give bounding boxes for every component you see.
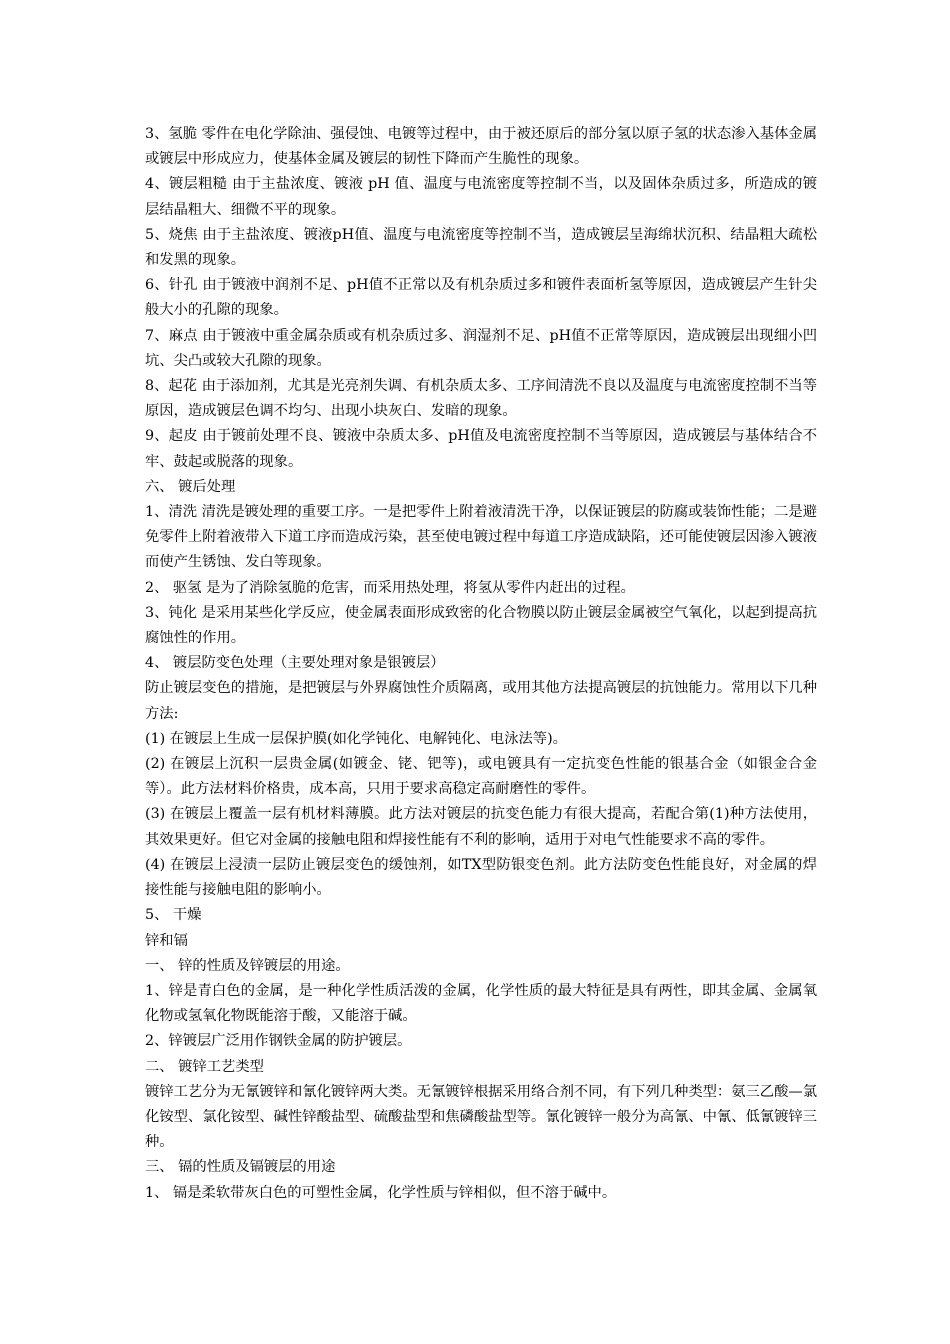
heading-drying: 5、 干燥 bbox=[145, 907, 202, 924]
document-body bbox=[145, 122, 817, 1206]
paragraph-zinc-properties: 1、锌是青白色的金属，是一种化学性质活泼的金属，化学性质的最大特征是具有两性，即其金属、金属氧化物或氢氧化物既能溶于酸，又能溶于碱。 bbox=[145, 982, 817, 1025]
heading-anti-tarnish: 4、 镀层防变色处理（主要处理对象是银镀层） bbox=[145, 655, 445, 672]
heading-cadmium-properties: 三、 镉的性质及镉镀层的用途 bbox=[145, 1159, 336, 1176]
paragraph-cleaning: 1、清洗 清洗是镀处理的重要工序。一是把零件上附着液清洗干净，以保证镀层的防腐或装饰性能；二是避免零件上附着液带入下道工序而造成污染，甚至使电镀过程中每道工序造成缺陷，还可能使镀层因渗入镀液而使产生锈蚀、发白等现象。 bbox=[145, 504, 817, 571]
paragraph-burning: 5、烧焦 由于主盐浓度、镀液pH值、温度与电流密度等控制不当，造成镀层呈海绵状沉积、结晶粗大疏松和发黑的现象。 bbox=[145, 226, 817, 269]
heading-zinc-plating-types: 二、 镀锌工艺类型 bbox=[145, 1058, 264, 1075]
paragraph-pinholes: 6、针孔 由于镀液中润剂不足、pH值不正常以及有机杂质过多和镀件表面析氢等原因，造成镀层产生针尖般大小的孔隙的现象。 bbox=[145, 277, 817, 319]
paragraph-zinc-uses: 2、锌镀层广泛用作钢铁金属的防护镀层。 bbox=[145, 1033, 412, 1050]
list-item-method-3: (3) 在镀层上覆盖一层有机材料薄膜。此方法对镀层的抗变色能力有很大提高，若配合第(1)种方法使用，其效果更好。但它对金属的接触电阻和焊接性能有不利的影响，适用于对电气性能要求不高的零件。 bbox=[145, 806, 817, 848]
paragraph-flowering: 8、起花 由于添加剂，尤其是光亮剂失调、有机杂质太多、工序间清洗不良以及温度与电流密度控制不当等原因，造成镀层色调不均匀、出现小块灰白、发暗的现象。 bbox=[145, 378, 817, 420]
list-item-method-2: (2) 在镀层上沉积一层贵金属(如镀金、铑、钯等)，或电镀具有一定抗变色性能的银基合金（如银金合金等）。此方法材料价格贵，成本高，只用于要求高稳定高耐磨性的零件。 bbox=[145, 756, 817, 798]
paragraph-peeling: 9、起皮 由于镀前处理不良、镀液中杂质太多、pH值及电流密度控制不当等原因，造成镀层与基体结合不牢、鼓起或脱落的现象。 bbox=[145, 428, 817, 470]
heading-zinc-and-cadmium: 锌和镉 bbox=[145, 932, 188, 949]
heading-zinc-properties: 一、 锌的性质及锌镀层的用途。 bbox=[145, 957, 350, 974]
paragraph-pitting: 7、麻点 由于镀液中重金属杂质或有机杂质过多、润湿剂不足、pH值不正常等原因，造成镀层出现细小凹坑、尖凸或较大孔隙的现象。 bbox=[145, 327, 817, 369]
paragraph-passivation: 3、钝化 是采用某些化学反应，使金属表面形成致密的化合物膜以防止镀层金属被空气氧化，以起到提高抗腐蚀性的作用。 bbox=[145, 604, 817, 647]
paragraph-cadmium-properties: 1、 镉是柔软带灰白色的可塑性金属，化学性质与锌相似，但不溶于碱中。 bbox=[145, 1184, 617, 1201]
paragraph-anti-tarnish-intro: 防止镀层变色的措施，是把镀层与外界腐蚀性介质隔离，或用其他方法提高镀层的抗蚀能力。常用以下几种方法: bbox=[145, 680, 817, 722]
list-item-method-1: (1) 在镀层上生成一层保护膜(如化学钝化、电解钝化、电泳法等)。 bbox=[145, 730, 567, 747]
list-item-method-4: (4) 在镀层上浸渍一层防止镀层变色的缓蚀剂，如TX型防银变色剂。此方法防变色性能良好，对金属的焊接性能与接触电阻的影响小。 bbox=[145, 856, 817, 899]
paragraph-hydrogen-removal: 2、 驱氢 是为了消除氢脆的危害，而采用热处理，将氢从零件内赶出的过程。 bbox=[145, 579, 635, 596]
paragraph-hydrogen-embrittlement: 3、氢脆 零件在电化学除油、强侵蚀、电镀等过程中，由于被还原后的部分氢以原子氢的状态渗入基体金属或镀层中形成应力，使基体金属及镀层的韧性下降而产生脆性的现象。 bbox=[145, 126, 817, 168]
paragraph-rough-coating: 4、镀层粗糙 由于主盐浓度、镀液 pH 值、温度与电流密度等控制不当，以及固体杂质过多，所造成的镀层结晶粗大、细微不平的现象。 bbox=[145, 176, 817, 218]
heading-post-plating-treatment: 六、 镀后处理 bbox=[145, 478, 236, 495]
paragraph-zinc-plating-types: 镀锌工艺分为无氰镀锌和氰化镀锌两大类。无氰镀锌根据采用络合剂不同，有下列几种类型：氨三乙酸—氯化铵型、氯化铵型、碱性锌酸盐型、硫酸盐型和焦磷酸盐型等。氰化镀锌一般分为高氰、中氰、低氰镀锌三种。 bbox=[145, 1083, 817, 1151]
